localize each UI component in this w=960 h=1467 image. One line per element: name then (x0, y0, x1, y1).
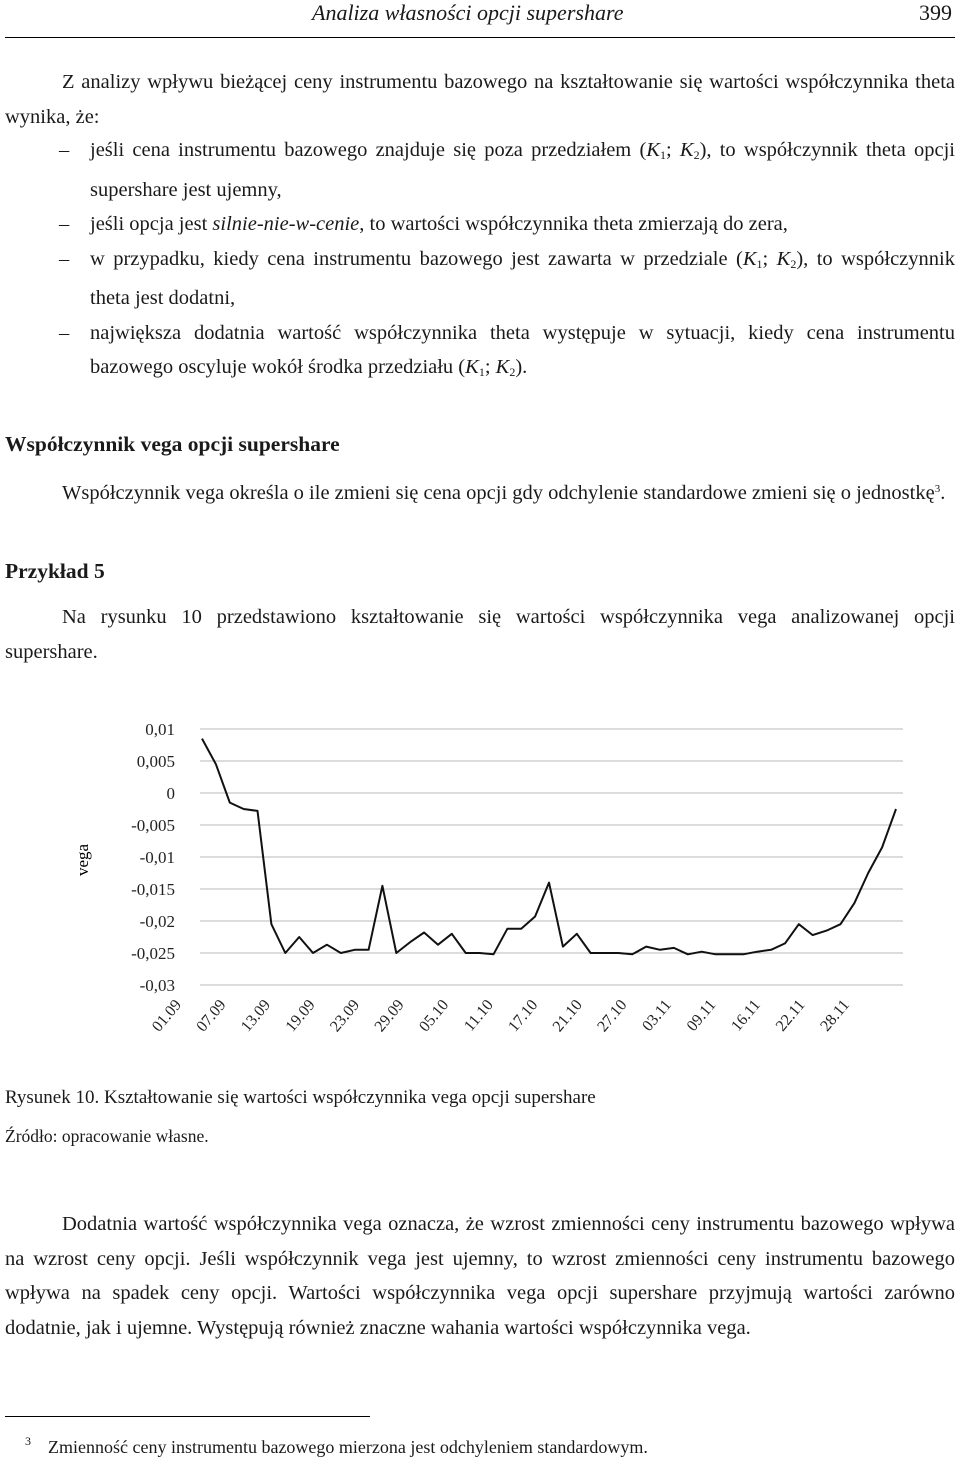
x-tick-label: 11.10 (461, 996, 497, 1035)
vega-series-line (202, 739, 896, 955)
separator: ; (665, 139, 680, 161)
x-tick-label: 19.09 (282, 996, 319, 1036)
footnote-ref: 3 (934, 483, 941, 495)
x-axis-tick-labels (149, 997, 853, 1036)
x-tick-label: 05.10 (416, 996, 453, 1036)
y-tick-label: -0,015 (131, 880, 175, 899)
list-text-end: , to wartości współczynnika theta zmierzają do zera, (359, 213, 788, 235)
section-heading-vega: Współczynnik vega opcji supershare (5, 432, 340, 456)
footnote-text: Zmienność ceny instrumentu bazowego mierzona jest odchyleniem standardowym. (48, 1437, 648, 1457)
example-heading: Przykład 5 (5, 559, 105, 583)
figure-caption: Rysunek 10. Kształtowanie się wartości współczynnika vega opcji supershare (5, 1087, 596, 1108)
list-item (60, 242, 955, 316)
list-text-end: ), to współczynnik theta jest dodatni, (90, 247, 955, 309)
x-tick-label: 22.11 (772, 996, 809, 1035)
vega-line-chart (0, 700, 960, 1080)
k1-symbol: K (465, 356, 479, 378)
k1-subscript: 1 (756, 256, 763, 271)
x-tick-label: 09.11 (683, 996, 720, 1035)
x-tick-label: 28.11 (817, 996, 854, 1035)
x-tick-label: 03.11 (639, 996, 675, 1035)
k1-symbol: K (646, 139, 660, 161)
example-text: Na rysunku 10 przedstawiono kształtowanie się wartości współczynnika vega analizowanej opcji supershare. (5, 606, 955, 663)
list-item (60, 316, 955, 390)
k2-subscript: 2 (693, 148, 700, 162)
page-number: 399 (919, 0, 952, 25)
figure-source: Źródło: opracowanie własne. (5, 1126, 209, 1146)
separator: ; (484, 356, 496, 378)
intro-paragraph: Z analizy wpływu bieżącej ceny instrumentu bazowego na kształtowanie się wartości współczynnika theta wynika, że: (5, 71, 955, 128)
x-tick-label: 21.10 (549, 996, 586, 1036)
dash-marker: – (59, 139, 70, 161)
list-text-end: ), to współczynnik theta opcji supershare jest ujemny, (90, 139, 955, 201)
list-text-end: ). (515, 356, 528, 378)
list-item (60, 133, 955, 207)
k1-symbol: K (742, 247, 757, 270)
y-tick-label: 0,005 (136, 752, 175, 771)
list-item (60, 207, 955, 242)
list-text: jeśli cena instrumentu bazowego znajduje się poza przedziałem ( (90, 139, 647, 161)
list-text: największa dodatnia wartość współczynnika theta występuje w sytuacji, kiedy cena instrumentu bazowego oscyluje wokół środka przedziału ( (90, 321, 955, 378)
x-tick-label: 17.10 (505, 996, 542, 1036)
footnote-rule (5, 1416, 370, 1417)
vega-definition (5, 472, 955, 511)
k2-subscript: 2 (509, 365, 516, 379)
y-tick-label: -0,025 (131, 944, 175, 963)
x-tick-label: 13.09 (237, 996, 275, 1036)
x-tick-label: 07.09 (193, 996, 230, 1036)
vega-definition-end: . (940, 482, 946, 504)
header-rule (5, 37, 955, 38)
dash-marker: – (59, 247, 70, 270)
k1-subscript: 1 (478, 365, 485, 379)
dash-marker: – (59, 321, 70, 344)
x-tick-label: 27.10 (594, 996, 631, 1036)
k2-symbol: K (495, 356, 510, 378)
k2-subscript: 2 (790, 256, 797, 271)
k2-symbol: K (679, 139, 694, 161)
x-tick-label: 16.11 (728, 996, 764, 1035)
y-axis-tick-labels (131, 720, 175, 995)
y-axis-label: vega (73, 843, 92, 877)
y-tick-label: -0,03 (139, 976, 175, 995)
running-header-title: Analiza własności opcji supershare (312, 0, 624, 25)
y-tick-label: -0,02 (139, 912, 175, 931)
list-text: w przypadku, kiedy cena instrumentu bazowego jest zawarta w przedziale ( (90, 247, 743, 270)
y-tick-label: 0 (166, 784, 175, 803)
emphasis-term: silnie-nie-w-cenie (212, 213, 360, 235)
x-tick-label: 23.09 (327, 996, 364, 1036)
y-tick-label: 0,01 (145, 720, 175, 739)
list-text: jeśli opcja jest (90, 213, 213, 235)
k2-symbol: K (776, 247, 791, 270)
y-tick-label: -0,005 (131, 816, 175, 835)
x-tick-label: 01.09 (148, 996, 186, 1036)
k1-subscript: 1 (659, 148, 666, 162)
theta-conclusions-list (60, 133, 955, 390)
x-tick-label: 29.09 (371, 996, 408, 1036)
separator: ; (762, 247, 777, 270)
vega-definition-text: Współczynnik vega określa o ile zmieni się cena opcji gdy odchylenie standardowe zmieni się o jednostkę (62, 482, 935, 504)
y-tick-label: -0,01 (139, 848, 175, 867)
closing-paragraph: Dodatnia wartość współczynnika vega oznacza, że wzrost zmienności ceny instrumentu bazowego wpływa na wzrost ceny opcji. Jeśli współczynnik vega jest ujemny, to wzrost zmienności ceny instrumentu bazowego wpływa na spadek ceny opcji. Wartości współczynnika vega opcji supershare przyjmują wartości zarówno dodatnie, jak i ujemne. Występują również znaczne wahania wartości współczynnika vega. (5, 1213, 955, 1339)
dash-marker: – (59, 213, 70, 235)
footnote-marker: 3 (25, 1434, 31, 1448)
chart-gridlines (200, 729, 903, 985)
